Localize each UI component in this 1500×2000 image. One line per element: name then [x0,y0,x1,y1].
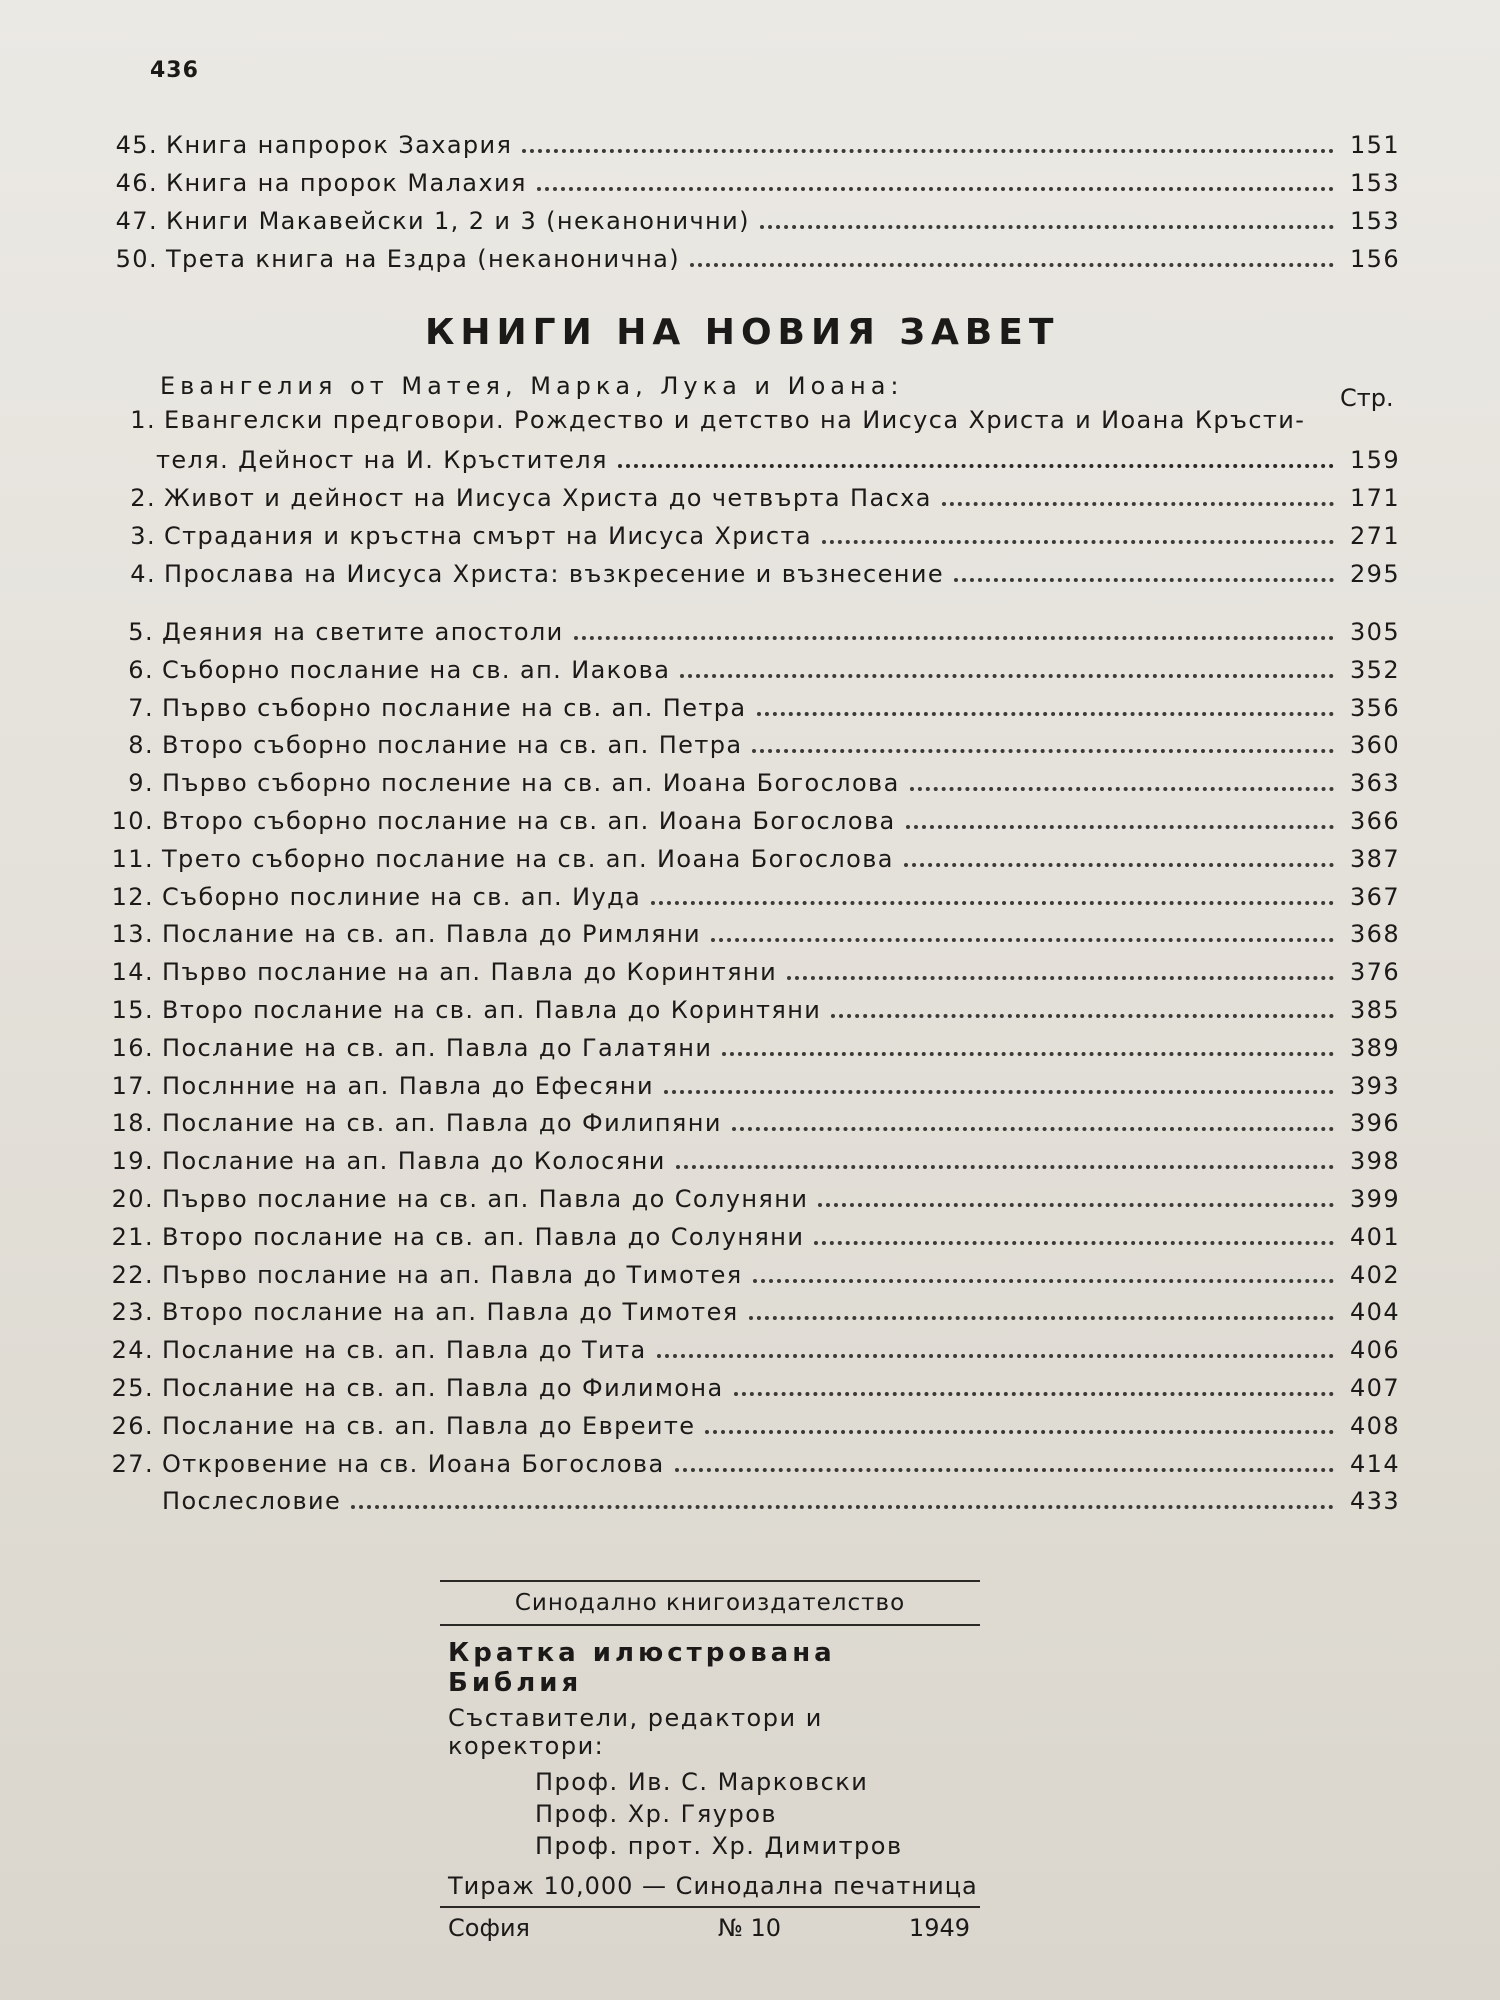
toc-entry-title: Книга на пророк Малахия [166,169,527,197]
toc-entry-page: 151 [1349,131,1400,159]
toc-entry [108,1330,1400,1364]
toc-entry [108,688,1400,722]
toc-entry [108,1217,1400,1251]
toc-entry-title: Послание на св. ап. Павла до Галатяни [162,1033,713,1062]
dot-leader [705,1418,1334,1434]
dot-leader [910,775,1334,791]
toc-entry [108,1481,1400,1515]
toc-entry-title: Трета книга на Ездра (неканонична) [166,245,681,273]
toc-entry-number: 46. [115,169,158,197]
toc-entry [110,239,1400,273]
dot-leader [351,1493,1334,1509]
imprint-footer [448,1914,970,1942]
toc-entry [108,1179,1400,1213]
page-column-label: Стр. [1340,384,1394,412]
dot-leader [734,1380,1334,1396]
toc-entry-page: 356 [1349,693,1400,722]
toc-entry-number: 27. [111,1449,154,1478]
toc-entry [110,516,1400,550]
toc-entry-title: Живот и дейност на Иисуса Христа до четвърта Пасха [164,484,932,512]
imprint-editor: Проф. Ив. С. Марковски [535,1768,869,1796]
toc-entry-number: 24. [111,1336,154,1365]
toc-entry-page: 385 [1349,996,1400,1024]
toc-entry-title: Второ послание на св. ап. Павла до Солуняни [162,1222,805,1251]
imprint-print-run: Тираж 10,000 — Синодална печатница [448,1872,978,1900]
toc-entry-number: 22. [111,1260,154,1289]
dot-leader [818,1191,1334,1207]
dot-leader [690,251,1334,267]
toc-entry [108,952,1400,986]
imprint-year: 1949 [908,1914,970,1942]
toc-entry-page: 407 [1349,1374,1400,1402]
toc-entry-title: Послание на св. ап. Павла до Филипяни [162,1109,722,1138]
dot-leader [537,175,1334,191]
toc-entry [110,554,1400,588]
toc-entry-page: 367 [1349,882,1400,911]
toc-entry-page: 406 [1349,1336,1400,1365]
toc-entry-page: 401 [1349,1222,1400,1251]
dot-leader [831,1002,1334,1018]
imprint-rule-top [440,1580,980,1582]
toc-entry-title: Откровение на св. Иоана Богослова [162,1449,665,1478]
toc-entry-title: Послание на св. ап. Павла до Евреите [162,1411,696,1440]
dot-leader [787,964,1334,980]
toc-entry-title: Книга напророк Захария [166,131,513,159]
toc-entry [110,163,1400,197]
imprint-issue-no: № 10 [717,1914,782,1942]
toc-entry [108,1444,1400,1478]
imprint-publisher: Синодално книгоиздателство [514,1590,906,1616]
toc-entry-number: 1. [130,406,156,434]
dot-leader [664,1078,1334,1094]
toc-entry-title: Послесловие [162,1487,342,1516]
toc-entry-number: 8. [128,731,154,760]
dot-leader [676,1153,1334,1169]
toc-entry-title: Послание на ап. Павла до Колосяни [162,1147,666,1176]
toc-entry-number: 13. [111,920,154,949]
toc-entry-title: Послание на св. ап. Павла до Тита [162,1336,647,1365]
toc-entry [108,990,1400,1024]
toc-entry [108,839,1400,873]
toc-entry [108,1255,1400,1289]
toc-entry-title: Послнние на ап. Павла до Ефесяни [162,1071,654,1100]
toc-entry-number: 3. [130,522,156,550]
toc-entry-number: 25. [111,1374,154,1402]
toc-entry-title: Второ послание на св. ап. Павла до Коринтяни [162,996,822,1024]
imprint-editor: Проф. прот. Хр. Димитров [535,1832,903,1860]
toc-entry [110,201,1400,235]
toc-entry-page: 393 [1349,1071,1400,1100]
imprint-editors-label: Съставители, редактори и коректори: [448,1704,823,1760]
toc-entry [108,1292,1400,1326]
toc-entry [108,650,1400,684]
toc-entry-number: 23. [111,1298,154,1327]
toc-entry-page: 271 [1349,522,1400,550]
dot-leader [954,566,1334,582]
toc-entry [108,914,1400,948]
toc-entry-number: 4. [130,560,156,588]
toc-entry-title: Първо съборно послание на св. ап. Петра [162,693,747,722]
toc-entry-title: Второ послание на ап. Павла до Тимотея [162,1298,739,1327]
toc-entry-page: 408 [1349,1411,1400,1440]
dot-leader [732,1115,1334,1131]
dot-leader [753,1267,1334,1283]
toc-entry-page: 360 [1349,731,1400,760]
toc-entry-page: 399 [1349,1185,1400,1213]
toc-entry [108,1406,1400,1440]
toc-entry-title: Първо послание на св. ап. Павла до Солуняни [162,1185,809,1213]
dot-leader [906,813,1334,829]
dot-leader [760,213,1334,229]
toc-entry-title: Страдания и кръстна смърт на Иисуса Христа [164,522,813,550]
toc-entry-title: Трето съборно послание на св. ап. Иоана Богослова [162,844,894,873]
toc-entry [108,877,1400,911]
toc-entry [110,478,1400,512]
toc-entry-title: Деяния на светите апостоли [162,618,564,646]
gospels-heading: Евангелия от Матея, Марка, Лука и Иоана: [160,372,904,400]
toc-entry-number: 6. [128,655,154,684]
dot-leader [749,1304,1334,1320]
toc-entry-page: 376 [1349,958,1400,987]
toc-entry [108,1141,1400,1175]
toc-entry-number: 21. [111,1222,154,1251]
toc-entry-page: 389 [1349,1033,1400,1062]
toc-entry-title: Евангелски предговори. Рождество и детство на Иисуса Христа и Иоана Кръсти- [164,406,1306,434]
dot-leader [942,490,1334,506]
dot-leader [814,1229,1334,1245]
toc-entry-number: 12. [111,882,154,911]
toc-entry-title: Съборно послание на св. ап. Иакова [162,655,671,684]
toc-entry-number: 5. [128,618,154,646]
toc-entry-page: 398 [1349,1147,1400,1176]
dot-leader [657,1342,1334,1358]
imprint-book-title: Кратка илюстрована Библия [448,1638,836,1698]
toc-entry [110,125,1400,159]
toc-entry [108,1368,1400,1402]
dot-leader [711,926,1334,942]
toc-entry-page: 352 [1349,655,1400,684]
toc-entry-continuation: теля. Дейност на И. Кръстителя [156,446,608,474]
dot-leader [522,137,1334,153]
toc-entry-title: Първо съборно послeние на св. ап. Иоана Богослова [162,769,900,798]
toc-entry-title: Съборно послиние на св. ап. Иуда [162,882,642,911]
toc-entry-title: Книги Макавейски 1, 2 и 3 (неканонични) [166,207,750,235]
imprint-rule-middle [440,1624,980,1626]
toc-entry-page: 366 [1349,807,1400,835]
toc-entry-page: 153 [1349,207,1400,235]
toc-entry-number: 7. [128,693,154,722]
toc-entry-page: 433 [1349,1487,1400,1516]
toc-entry-number: 10. [111,807,154,835]
dot-leader [574,624,1334,640]
toc-entry-number: 9. [128,769,154,798]
dot-leader [722,1040,1334,1056]
toc-entry [108,1028,1400,1062]
toc-entry-page: 387 [1349,844,1400,873]
toc-entry [110,400,1400,434]
toc-entry-title: Послание на св. ап. Павла до Римляни [162,920,702,949]
toc-entry-title: Послание на св. ап. Павла до Филимона [162,1374,724,1402]
dot-leader [618,452,1334,468]
dot-leader [904,851,1334,867]
toc-entry-number: 47. [115,207,158,235]
dot-leader [680,662,1334,678]
toc-entry-title: Първо послание на ап. Павла до Коринтяни [162,958,778,987]
toc-entry-number: 14. [111,958,154,987]
toc-entry [108,1066,1400,1100]
imprint-city: София [448,1914,530,1942]
toc-entry-page: 368 [1349,920,1400,949]
dot-leader [675,1456,1334,1472]
dot-leader [757,700,1335,716]
nt-heading: КНИГИ НА НОВИЯ ЗАВЕТ [425,312,1060,353]
toc-entry-title: Прослава на Иисуса Христа: възкресение и възнесение [164,560,945,588]
toc-entry-page: 156 [1349,245,1400,273]
toc-entry [108,1103,1400,1137]
toc-entry-title: Второ съборно послание на св. ап. Петра [162,731,743,760]
imprint-editor: Проф. Хр. Гяуров [535,1800,778,1828]
imprint-rule-bottom [440,1906,980,1908]
toc-entry-number: 2. [130,484,156,512]
toc-entry-number: 11. [111,844,154,873]
toc-entry [108,763,1400,797]
toc-entry-continuation-row [156,440,1400,474]
toc-entry [108,725,1400,759]
toc-entry-page: 363 [1349,769,1400,798]
toc-entry-page: 396 [1349,1109,1400,1138]
toc-entry-number: 50. [115,245,158,273]
imprint-block [440,1580,980,1942]
dot-leader [822,528,1334,544]
toc-entry-page: 295 [1349,560,1400,588]
toc-entry-page: 153 [1349,169,1400,197]
toc-entry-number: 26. [111,1411,154,1440]
toc-entry [108,801,1400,835]
dot-leader [752,737,1334,753]
toc-entry-number: 15. [111,996,154,1024]
toc-entry-page: 159 [1349,446,1400,474]
toc-entry-number: 19. [111,1147,154,1176]
toc-entry-page: 305 [1349,618,1400,646]
dot-leader [651,889,1334,905]
toc-entry-page: 402 [1349,1260,1400,1289]
toc-entry [108,612,1400,646]
toc-entry-number: 17. [111,1071,154,1100]
toc-entry-number: 16. [111,1033,154,1062]
toc-entry-number: 45. [115,131,158,159]
toc-entry-page: 414 [1349,1449,1400,1478]
toc-entry-page: 404 [1349,1298,1400,1327]
toc-entry-number: 18. [111,1109,154,1138]
toc-entry-number: 20. [111,1185,154,1213]
toc-entry-title: Първо послание на ап. Павла до Тимотея [162,1260,743,1289]
page-number: 436 [150,58,199,83]
toc-entry-title: Второ съборно послание на св. ап. Иоана Богослова [162,807,896,835]
toc-entry-page: 171 [1349,484,1400,512]
